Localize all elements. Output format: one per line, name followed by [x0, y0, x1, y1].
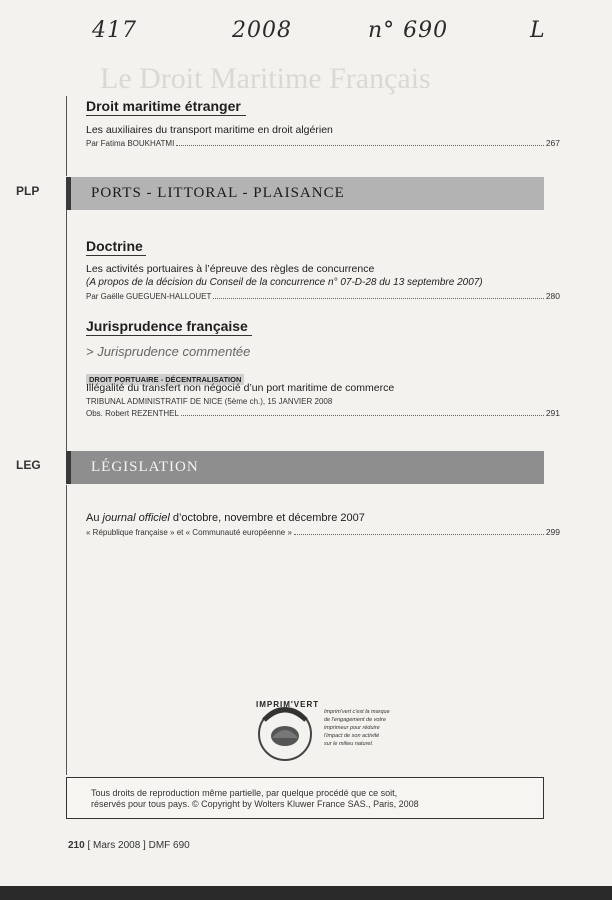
page-number[interactable]: 299 — [545, 527, 560, 537]
caption-line: de l'engagement de votre — [324, 717, 386, 723]
caption-line: sur le milieu naturel. — [324, 741, 374, 747]
imprimvert-badge-text: IMPRIM'VERT — [256, 700, 320, 709]
scan-edge — [0, 886, 612, 900]
handwritten-issue: n° 690 — [368, 18, 449, 43]
leader-dots — [294, 533, 544, 535]
copyright-box — [66, 777, 544, 819]
section-maritime-etranger — [86, 98, 246, 116]
band-ports-littoral — [66, 177, 544, 210]
article-byline — [86, 408, 560, 418]
section-tag-plp: PLP — [16, 184, 40, 198]
leader-dots — [213, 297, 543, 299]
footer-page-number: 210 — [68, 840, 85, 851]
page-footer — [68, 840, 190, 851]
article-title[interactable]: Les activités portuaires à l’épreuve des règles de concurrence — [86, 263, 375, 275]
title-prefix: Au — [86, 512, 103, 524]
caption-line: imprimeur pour réduire — [324, 725, 380, 731]
leader-dots — [176, 144, 544, 146]
page-number[interactable]: 280 — [545, 291, 560, 301]
section-jurisprudence — [86, 318, 252, 336]
vertical-rule — [66, 96, 67, 176]
court-line: TRIBUNAL ADMINISTRATIF DE NICE (5ème ch.), 15 JANVIER 2008 — [86, 397, 333, 406]
section-heading: Doctrine — [86, 238, 146, 256]
handwritten-mark: L — [530, 18, 546, 43]
section-heading: Droit maritime étranger — [86, 98, 246, 116]
article-title[interactable]: Les auxiliaires du transport maritime en droit algérien — [86, 124, 333, 136]
article-subtitle: (A propos de la décision du Conseil de la concurrence n° 07-D-28 du 13 septembre 2007) — [86, 277, 483, 288]
vertical-rule — [66, 485, 67, 775]
copyright-line: Tous droits de reproduction même partielle, par quelque procédé que ce soit, — [91, 788, 398, 798]
ghost-header: Le Droit Maritime Français — [100, 62, 431, 95]
page-number[interactable]: 291 — [545, 408, 560, 418]
article-byline — [86, 138, 560, 148]
article-byline — [86, 291, 560, 301]
imprimvert-badge-icon — [250, 700, 320, 766]
section-doctrine — [86, 238, 146, 256]
section-heading: Jurisprudence française — [86, 318, 252, 336]
article-author: Par Fatima BOUKHATMI — [86, 139, 175, 148]
band-legislation — [66, 451, 544, 484]
subsection-heading: > Jurisprudence commentée — [86, 344, 251, 359]
imprimvert-logo — [250, 700, 450, 770]
title-italic: journal officiel — [102, 512, 170, 524]
leader-dots — [181, 414, 544, 416]
caption-line: Imprim'vert c'est la marque — [324, 709, 390, 715]
article-title[interactable] — [86, 512, 365, 524]
page-number[interactable]: 267 — [545, 138, 560, 148]
band-title: PORTS - LITTORAL - PLAISANCE — [91, 185, 345, 201]
footer-issue: [ Mars 2008 ] DMF 690 — [84, 840, 190, 851]
copyright-line: réservés pour tous pays. © Copyright by Wolters Kluwer France SAS., Paris, 2008 — [91, 799, 419, 809]
vertical-rule — [66, 210, 67, 452]
article-author: Obs. Robert REZENTHEL — [86, 409, 179, 418]
article-detail: « République française » et « Communauté européenne » — [86, 528, 292, 537]
article-byline — [86, 527, 560, 537]
category-tag: DROIT PORTUAIRE - DÉCENTRALISATION — [86, 374, 244, 385]
article-title[interactable]: Illégalité du transfert non négocié d’un port maritime de commerce — [86, 382, 395, 394]
article-author: Par Gaëlle GUEGUEN-HALLOUET — [86, 292, 212, 301]
section-tag-leg: LEG — [16, 458, 41, 472]
band-title: LÉGISLATION — [91, 459, 199, 475]
title-suffix: d’octobre, novembre et décembre 2007 — [169, 512, 365, 524]
handwritten-ref: 417 — [92, 18, 137, 43]
imprimvert-caption — [324, 708, 390, 748]
caption-line: l'impact de son activité — [324, 733, 380, 739]
handwritten-year: 2008 — [232, 18, 292, 43]
